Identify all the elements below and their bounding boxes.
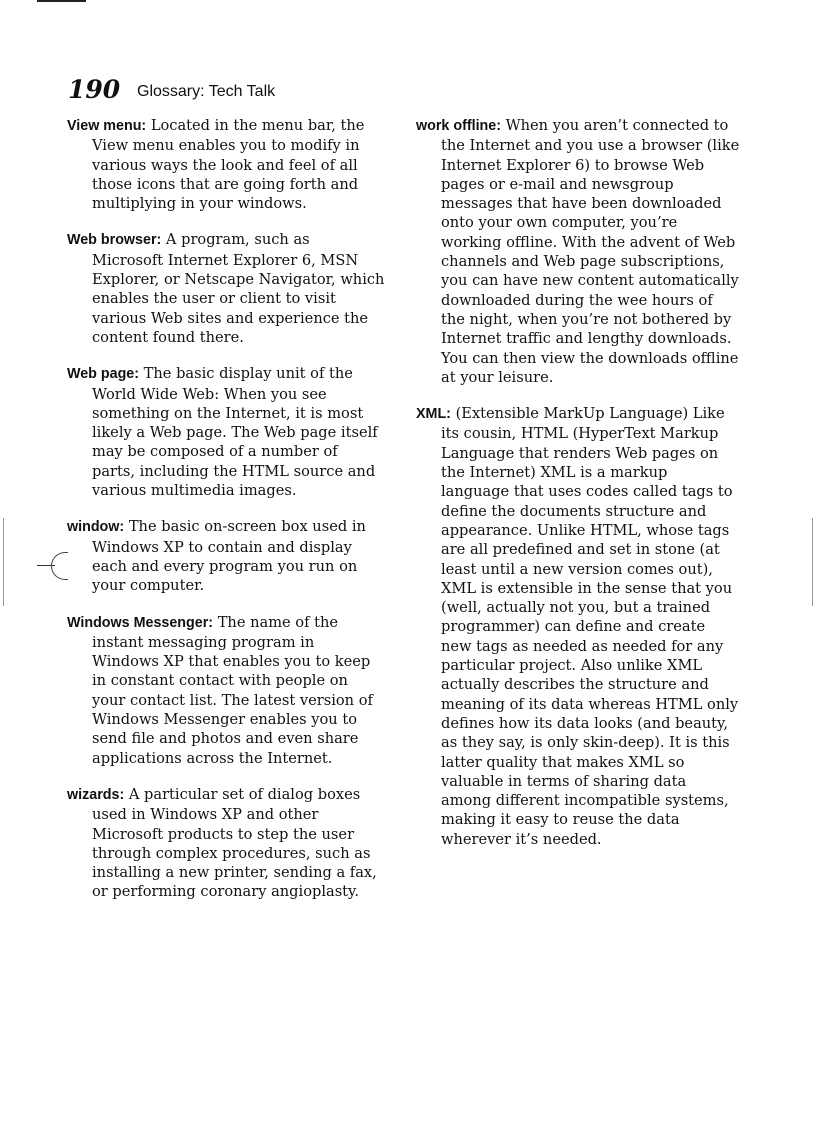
glossary-term: work offline: bbox=[416, 118, 501, 134]
top-rule bbox=[37, 0, 86, 2]
glossary-term: Web page: bbox=[67, 366, 140, 383]
glossary-term: View menu: bbox=[67, 118, 147, 134]
glossary-entry bbox=[67, 517, 385, 595]
left-column bbox=[67, 116, 385, 919]
glossary-definition: The basic display unit of the World Wide Web: When you see something on the Internet, it is most likely a Web page. The Web page itself may be composed of a number of parts, including the HTML source and various multimedia images. bbox=[92, 365, 378, 500]
glossary-term: Web browser: bbox=[67, 232, 162, 249]
glossary-term: wizards: bbox=[67, 786, 125, 803]
glossary-entry bbox=[416, 404, 740, 849]
glossary-definition: Located in the menu bar, the View menu enables you to modify in various ways the look and feel of all those icons that are going forth and multiplying in your windows. bbox=[92, 117, 365, 213]
glossary-definition: (Extensible MarkUp Language) Like its cousin, HTML (HyperText Markup Language that renders Web pages on the Internet) XML is a markup language that uses codes called tags to define the documents structure and appearance. Unlike HTML, whose tags are all predefined and set in stone (at least until a new version comes out), XML is extensible in the sense that you (well, actually not you, but a trained programmer) can define and create new tags as needed as needed for any particular project. Also unlike XML actually describes the structure and meaning of its data whereas HTML only defines how its data looks (and beauty, as they say, is only skin-deep). It is this latter quality that makes XML so valuable in terms of sharing data among different incompatible systems, making it easy to reuse the data wherever it’s needed. bbox=[441, 405, 739, 848]
glossary-entry bbox=[67, 116, 385, 213]
glossary-entry bbox=[67, 364, 385, 500]
left-margin-mark bbox=[3, 518, 4, 606]
glossary-term: XML: bbox=[416, 406, 451, 423]
right-column bbox=[416, 116, 740, 866]
running-head: Glossary: Tech Talk bbox=[137, 83, 276, 100]
page-number: 190 bbox=[68, 75, 121, 104]
glossary-definition: A particular set of dialog boxes used in Windows XP and other Microsoft products to step the user through complex procedures, such as installing a new printer, sending a fax, or performing coronary angioplasty. bbox=[92, 785, 377, 901]
glossary-entry bbox=[67, 613, 385, 768]
glossary-term: Windows Messenger: bbox=[67, 614, 214, 631]
glossary-definition: When you aren’t connected to the Internet and you use a browser (like Internet Explorer 6) to browse Web pages or e-mail and newsgroup messages that have been downloaded onto your own computer, you’re working offline. With the advent of Web channels and Web page subscriptions, you can have new content automatically downloaded during the wee hours of the night, when you’re not bothered by Internet traffic and lengthy downloads. You can then view the downloads offline at your leisure. bbox=[441, 117, 740, 386]
glossary-entry bbox=[67, 785, 385, 902]
glossary-entry bbox=[67, 230, 385, 347]
glossary-entry bbox=[416, 116, 740, 387]
right-margin-mark bbox=[812, 518, 813, 606]
glossary-definition: A program, such as Microsoft Internet Explorer 6, MSN Explorer, or Netscape Navigator, which enables the user or client to visit various Web sites and experience the content found there. bbox=[92, 231, 385, 346]
glossary-term: window: bbox=[67, 519, 125, 536]
glossary-definition: The name of the instant messaging program in Windows XP that enables you to keep in constant contact with people on your contact list. The latest version of Windows Messenger enables you to send file and photos and even share applications across the Internet. bbox=[92, 613, 373, 767]
thumb-tab-curve bbox=[51, 552, 68, 580]
glossary-definition: The basic on-screen box used in Windows XP to contain and display each and every program you run on your computer. bbox=[92, 518, 366, 595]
